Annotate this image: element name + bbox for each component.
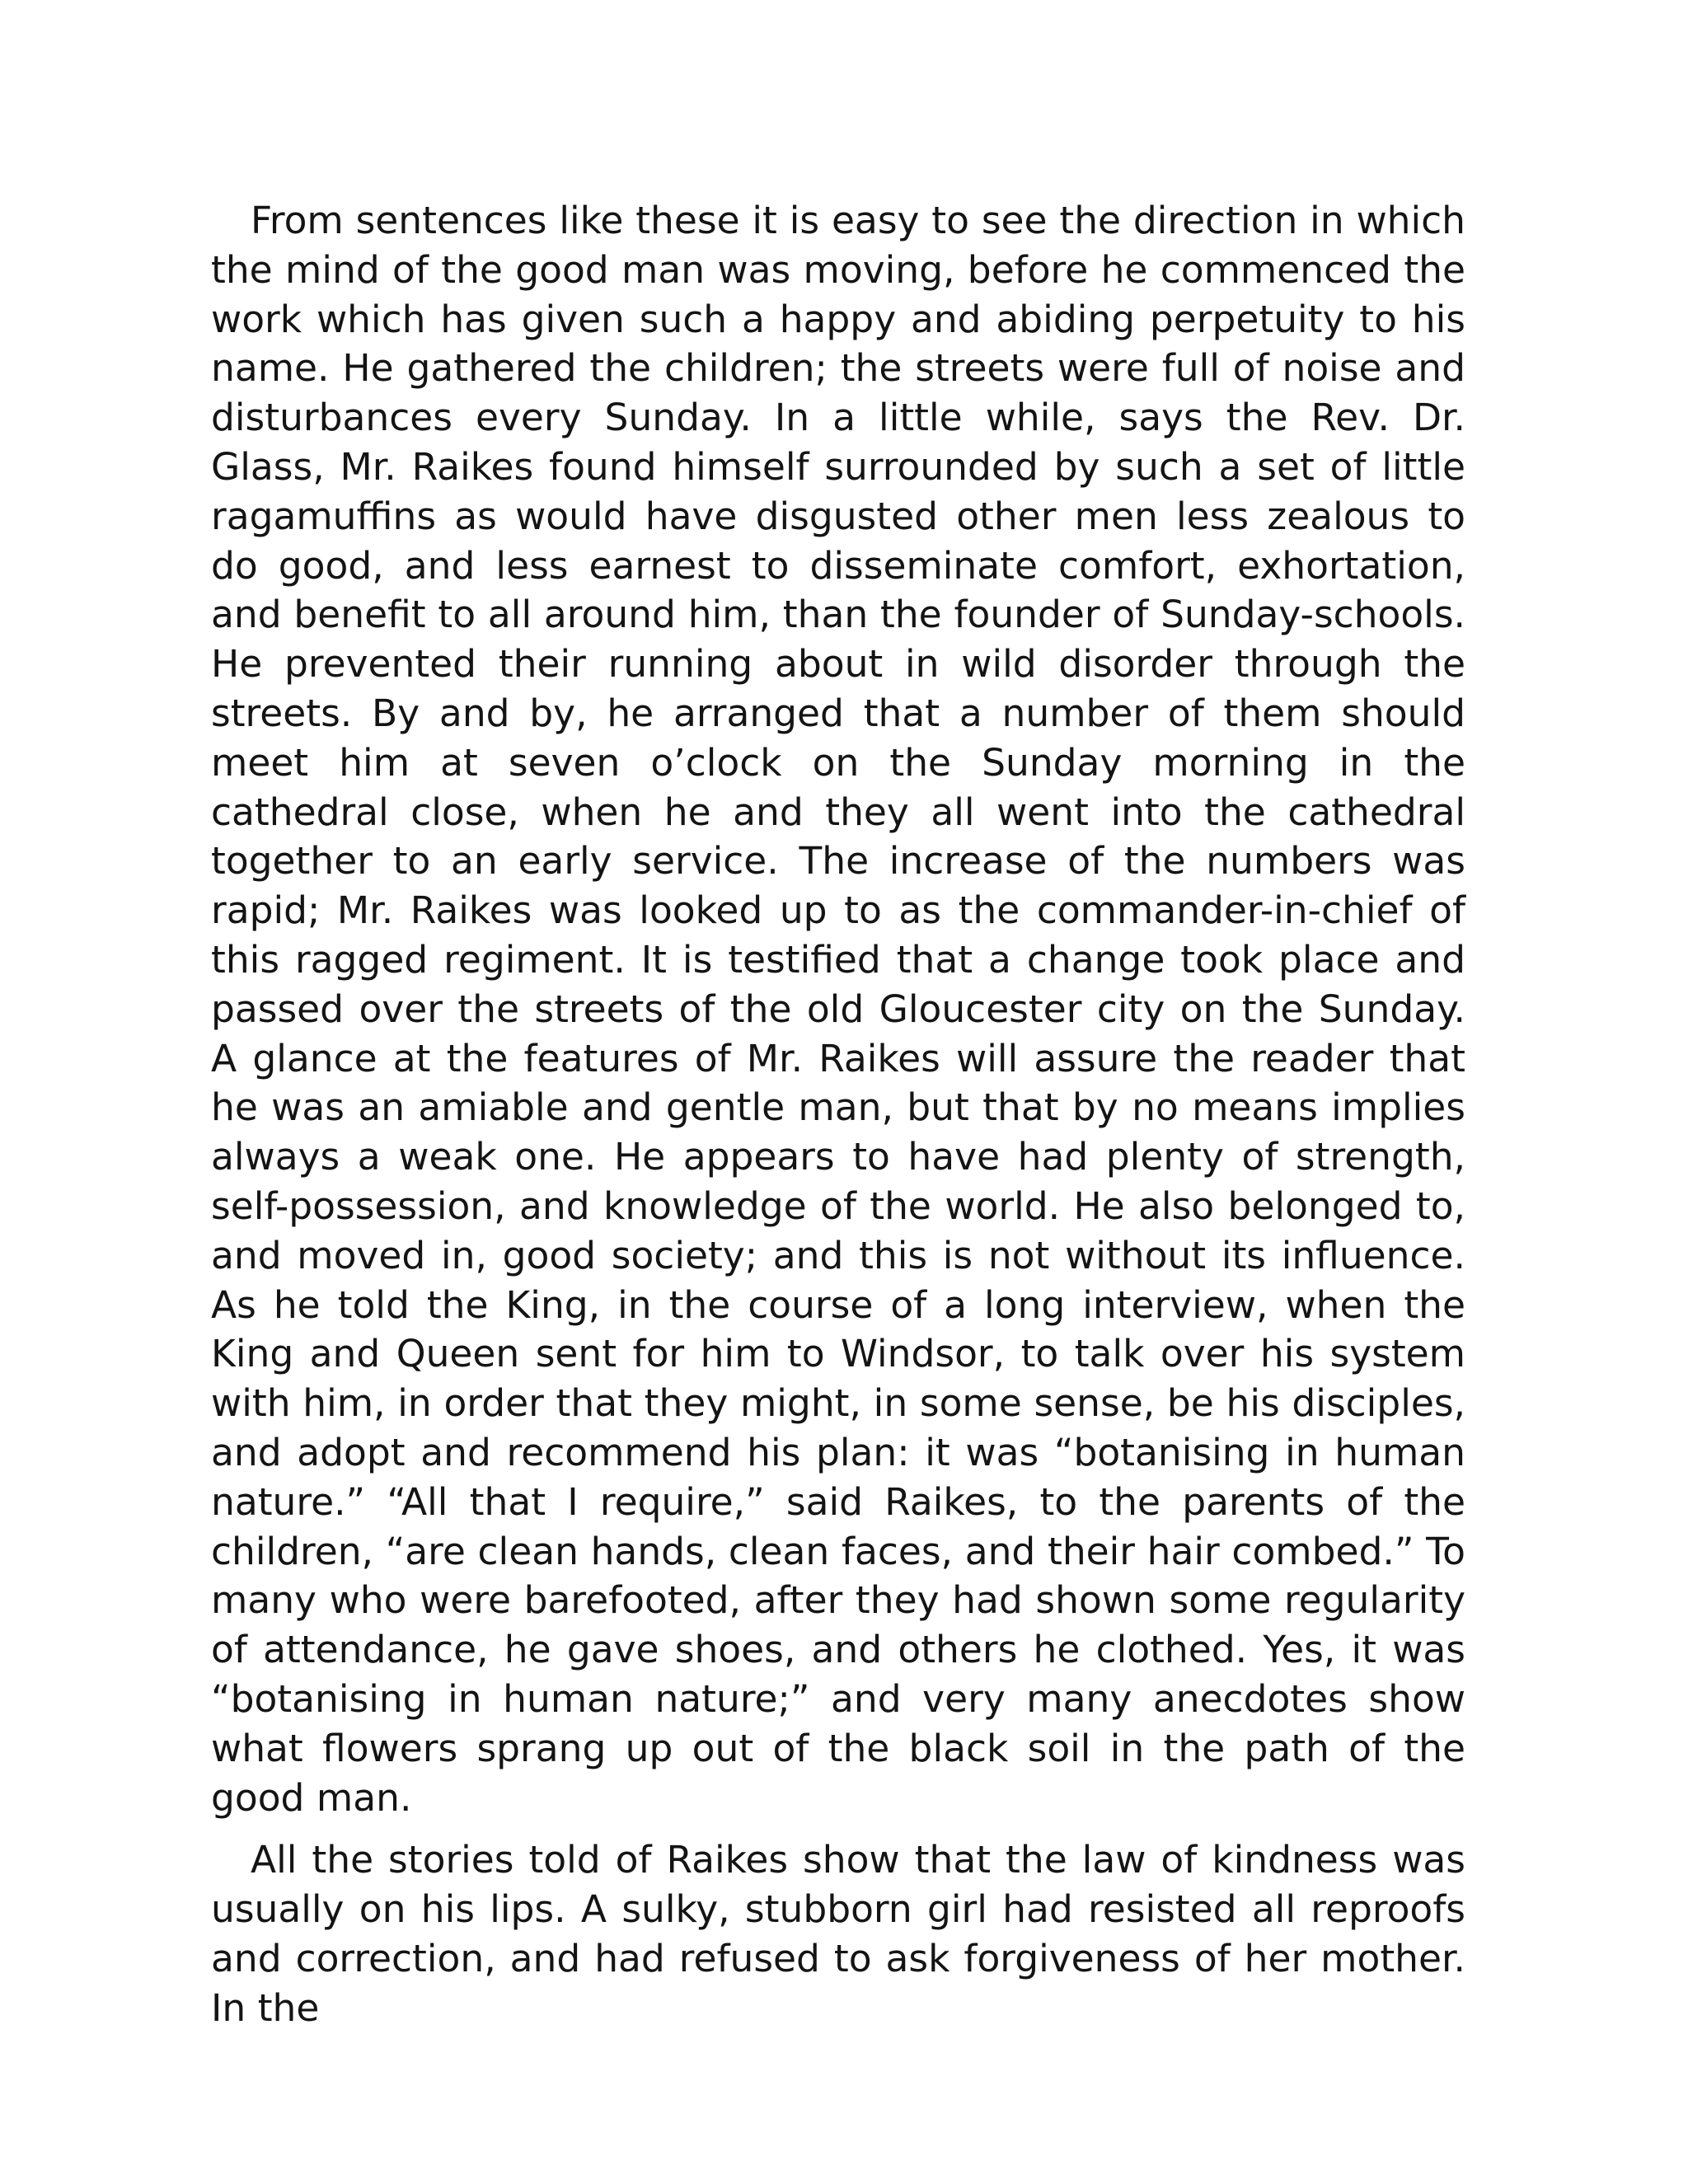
body-text bbox=[211, 196, 1465, 2032]
paragraph-2: All the stories told of Raikes show that the law of kindness was usually on his lips. A sulky, stubborn girl had resisted all reproofs and correction, and had refused to ask forgiveness of her mother. In the bbox=[211, 1838, 1465, 2030]
paragraph-1: From sentences like these it is easy to see the direction in which the mind of the good man was moving, before he commenced the work which has given such a happy and abiding perpetuity to his name. He gathered the children; the streets were full of noise and disturbances every Sunday. In a little while, says the Rev. Dr. Glass, Mr. Raikes found himself surrounded by such a set of little ragamuffins as would have disgusted other men less zealous to do good, and less earnest to disseminate comfort, exhortation, and benefit to all around him, than the founder of Sunday-schools. He prevented their running about in wild disorder through the streets. By and by, he arranged that a number of them should meet him at seven o’clock on the Sunday morning in the cathedral close, when he and they all went into the cathedral together to an early service. The increase of the numbers was rapid; Mr. Raikes was looked up to as the commander-in-chief of this ragged regiment. It is testified that a change took place and passed over the streets of the old Gloucester city on the Sunday. A glance at the features of Mr. Raikes will assure the reader that he was an amiable and gentle man, but that by no means implies always a weak one. He appears to have had plenty of strength, self-possession, and knowledge of the world. He also belonged to, and moved in, good society; and this is not without its influence. As he told the King, in the course of a long interview, when the King and Queen sent for him to Windsor, to talk over his system with him, in order that they might, in some sense, be his disciples, and adopt and recommend his plan: it was “botanising in human nature.” “All that I require,” said Raikes, to the parents of the children, “are clean hands, clean faces, and their hair combed.” To many who were barefooted, after they had shown some regularity of attendance, he gave shoes, and others he clothed. Yes, it was “botanising in human nature;” and very many anecdotes show what flowers sprang up out of the black soil in the path of the good man. bbox=[211, 199, 1465, 1820]
